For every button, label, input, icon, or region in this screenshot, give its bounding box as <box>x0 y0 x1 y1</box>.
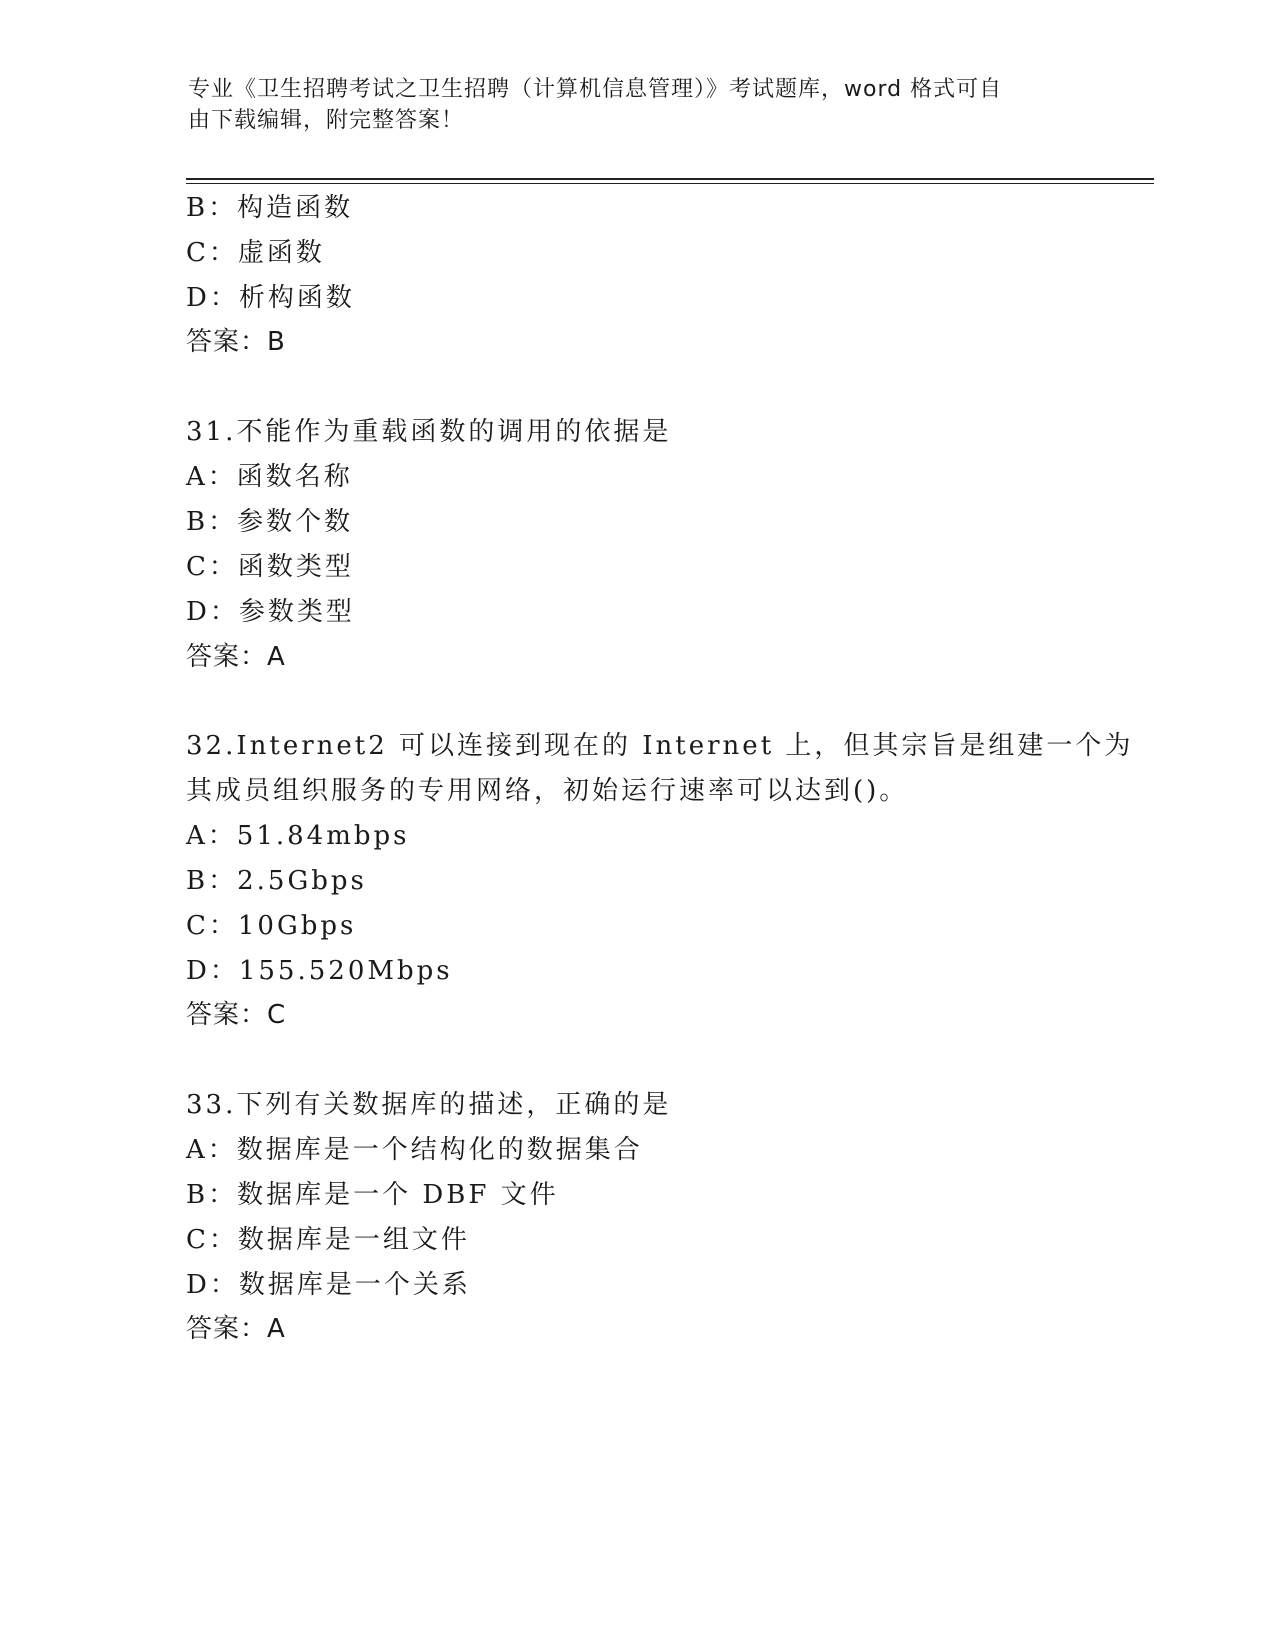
option-b: B：2.5Gbps <box>186 866 367 896</box>
option-b: B：构造函数 <box>186 193 354 223</box>
answer: 答案：B <box>186 327 286 357</box>
answer: 答案：A <box>186 1314 286 1344</box>
option-b: B：参数个数 <box>186 507 354 537</box>
question-title: 33.下列有关数据库的描述，正确的是 <box>186 1090 672 1120</box>
question-title-cont: 其成员组织服务的专用网络，初始运行速率可以达到()。 <box>186 776 909 806</box>
header-line-2: 由下载编辑，附完整答案！ <box>188 108 465 133</box>
option-d: D：数据库是一个关系 <box>186 1270 471 1300</box>
header-divider <box>186 178 1154 184</box>
option-a: A：数据库是一个结构化的数据集合 <box>186 1135 643 1165</box>
option-c: C：函数类型 <box>186 552 354 582</box>
option-a: A：51.84mbps <box>186 821 410 851</box>
document-header <box>188 74 1068 136</box>
option-d: D：析构函数 <box>186 283 355 313</box>
option-c: C：10Gbps <box>186 911 357 941</box>
option-c: C：虚函数 <box>186 238 325 268</box>
header-line-1: 专业《卫生招聘考试之卫生招聘（计算机信息管理）》考试题库，word 格式可自 <box>188 77 1003 102</box>
question-title: 32.Internet2 可以连接到现在的 Internet 上，但其宗旨是组建一个为 <box>186 731 1134 761</box>
option-d: D：155.520Mbps <box>186 956 453 986</box>
option-a: A：函数名称 <box>186 462 353 492</box>
option-c: C：数据库是一组文件 <box>186 1225 470 1255</box>
answer: 答案：A <box>186 642 286 672</box>
question-title: 31.不能作为重载函数的调用的依据是 <box>186 417 672 447</box>
answer: 答案：C <box>186 1000 287 1030</box>
option-d: D：参数类型 <box>186 597 355 627</box>
option-b: B：数据库是一个 DBF 文件 <box>186 1180 559 1210</box>
